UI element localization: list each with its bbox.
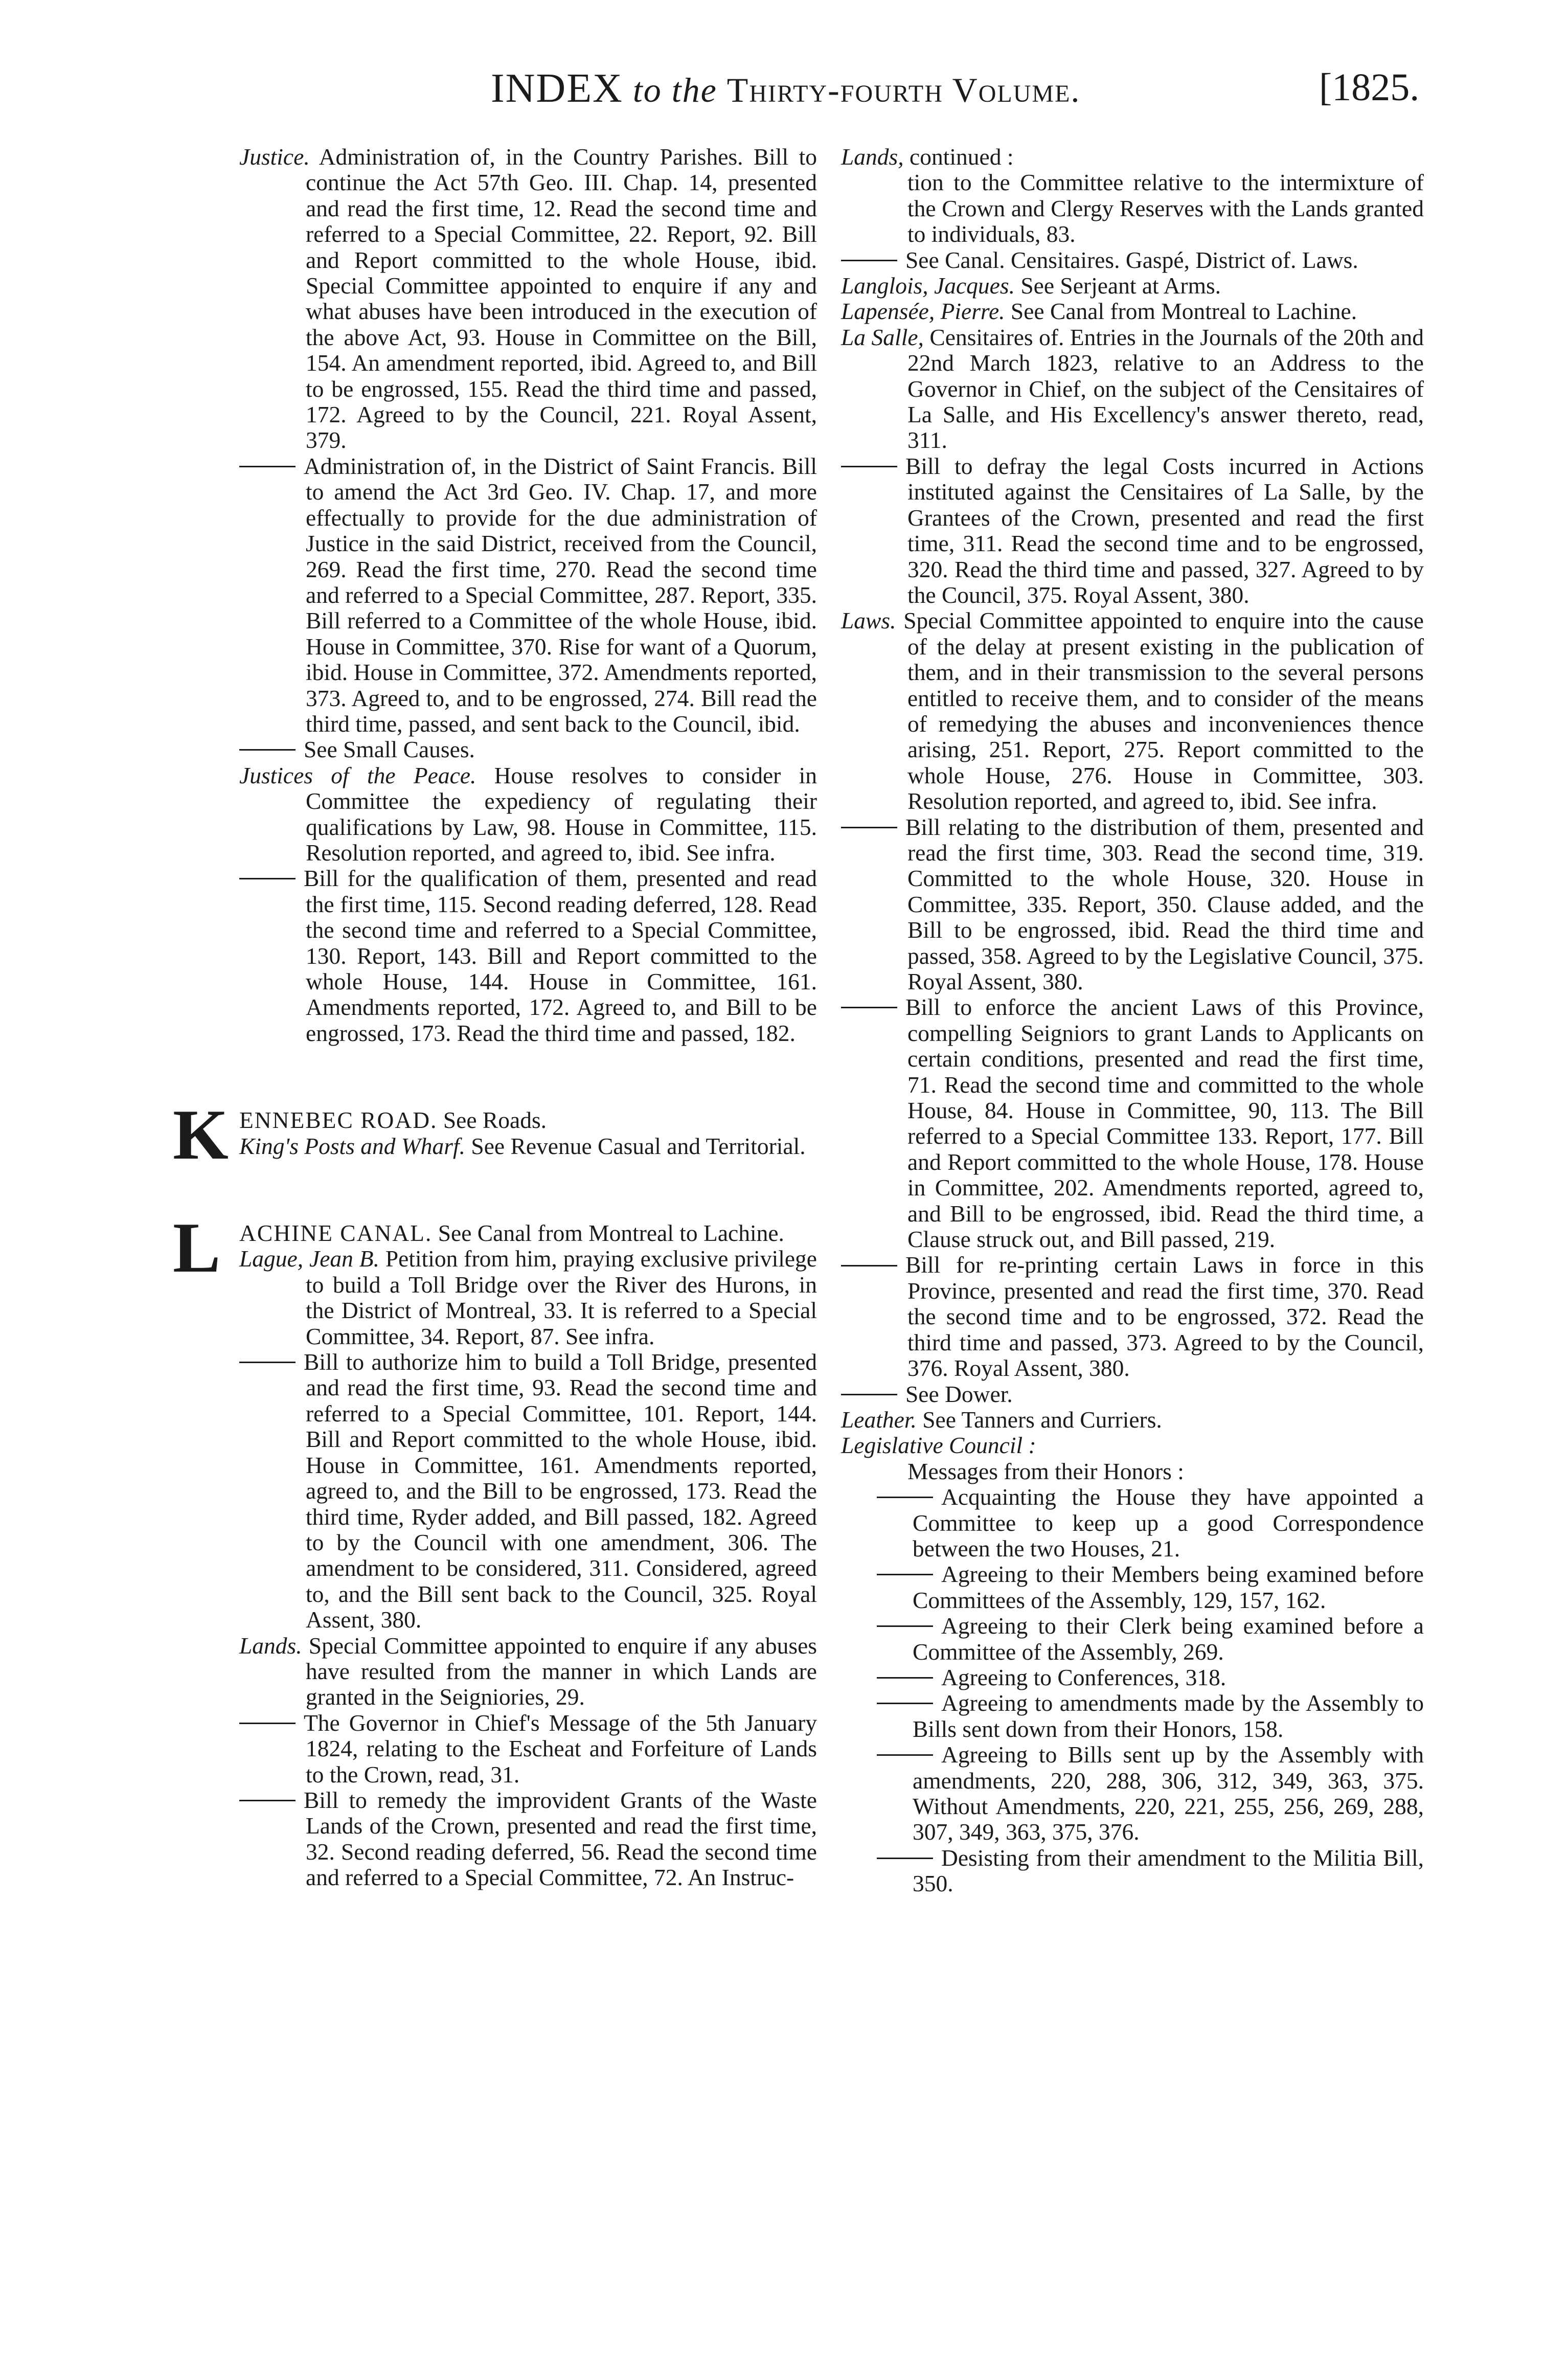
repeat-dash — [239, 1800, 296, 1801]
index-entry — [239, 737, 817, 762]
index-entry — [239, 144, 817, 454]
entry-text: continued : — [903, 144, 1014, 170]
index-entry — [239, 866, 817, 1046]
entry-text: See Serjeant at Arms. — [1014, 273, 1221, 299]
entry-text: See Canal. Censitaires. Gaspé, District of. Laws. — [905, 246, 1358, 273]
index-entry — [841, 1252, 1424, 1381]
entry-headword: Lapensée, Pierre. — [841, 298, 1005, 325]
page-header — [0, 65, 1568, 132]
index-entry — [841, 1742, 1424, 1845]
entry-text: Administration of, in the District of Saint Francis. Bill to amend the Act 3rd Geo. IV. Chap. 17, and more effectually to provide for the due administration of Justice in the said District, received from the Council, 269. Read the first time, 270. Read the second time and referred to a Special Committee, 287. Report, 335. Bill referred to a Committee of the whole House, ibid. House in Committee, 370. Rise for want of a Quorum, ibid. House in Committee, 372. Amendments reported, 373. Agreed to, and to be engrossed, 274. Bill read the third time, passed, and sent back to the Council, ibid. — [304, 452, 817, 737]
index-entry — [841, 454, 1424, 608]
index-entry — [841, 1845, 1424, 1897]
repeat-dash — [877, 1497, 933, 1498]
entry-text: Acquainting the House they have appointed a Committee to keep up a good Correspondence between the two Houses, 21. — [913, 1484, 1424, 1562]
index-entry — [239, 1633, 817, 1710]
index-entry — [841, 299, 1424, 324]
entry-headword: Lague, Jean B. — [239, 1246, 379, 1272]
entry-headword: Lands. — [239, 1632, 302, 1659]
entry-text: Agreeing to Conferences, 318. — [941, 1664, 1226, 1690]
index-entry — [841, 247, 1424, 273]
entry-text: Bill to authorize him to build a Toll Bridge, presented and read the first time, 93. Read the second time and referred to a Special Committee, 101. Report, 144. Bill and Report committed to the whole House, ibid. House in Committee, 161. Amendments reported, agreed to, and the Bill to be engrossed, 173. Read the third time, Ryder added, and Bill passed, 182. Agreed to by the Council with one amendment, 306. The amendment to be considered, 311. Considered, agreed to, and the Bill sent back to the Council, 325. Royal Assent, 380. — [304, 1349, 817, 1633]
entry-text: Agreeing to Bills sent up by the Assembly with amendments, 220, 288, 306, 312, 349, 363, 375. Without Amendments, 220, 221, 255, 256, 269, 288, 307, 349, 363, 375, 376. — [913, 1741, 1424, 1845]
repeat-dash — [877, 1677, 933, 1679]
repeat-dash — [239, 878, 296, 879]
index-entry — [239, 1788, 817, 1891]
repeat-dash — [877, 1703, 933, 1704]
index-entry — [239, 454, 817, 737]
index-entry — [841, 1690, 1424, 1742]
index-entry — [841, 1433, 1424, 1458]
repeat-dash — [841, 1265, 897, 1266]
index-entry — [239, 1134, 817, 1159]
entry-headword: Lands, — [841, 144, 904, 170]
index-entry — [239, 763, 817, 866]
entry-headword: Justice. — [239, 144, 310, 170]
entry-text: Agreeing to their Members being examined before Committees of the Assembly, 129, 157, 162. — [913, 1561, 1424, 1613]
entry-text: See Canal from Montreal to Lachine. — [432, 1220, 784, 1247]
section-heading: ACHINE CANAL. — [239, 1220, 433, 1247]
repeat-dash — [877, 1858, 933, 1859]
repeat-dash — [877, 1574, 933, 1575]
repeat-dash — [239, 1362, 296, 1363]
entry-text: Censitaires of. Entries in the Journals of the 20th and 22nd March 1823, relative to an Address to the Governor in Chief, on the subject of the Censitaires of La Salle, and His Excellency's answer thereto, read, 311. — [907, 324, 1424, 454]
title-to-the: to the — [632, 71, 717, 109]
index-entry — [841, 144, 1424, 170]
index-entry — [841, 1407, 1424, 1433]
page-title — [491, 65, 1080, 112]
index-entry — [239, 1349, 817, 1633]
entry-text: The Governor in Chief's Message of the 5th January 1824, relating to the Escheat and Forfeiture of Lands to the Crown, read, 31. — [304, 1709, 817, 1788]
repeat-dash — [877, 1625, 933, 1627]
entry-text: Administration of, in the Country Parishes. Bill to continue the Act 57th Geo. III. Chap. 14, presented and read the first time, 12. Read the second time and referred to a Special Committee, 22. Report, 92. Bill and Report committed to the whole House, ibid. Special Committee appointed to enquire if any and what abuses have been introduced in the execution of the above Act, 93. House in Committee on the Bill, 154. An amendment reported, ibid. Agreed to, and Bill to be engrossed, 155. Read the third time and passed, 172. Agreed to by the Council, 221. Royal Assent, 379. — [306, 144, 817, 454]
index-entry — [841, 608, 1424, 814]
repeat-dash — [239, 466, 296, 467]
entry-headword: Langlois, Jacques. — [841, 273, 1015, 299]
section-heading: ENNEBEC ROAD. — [239, 1107, 438, 1134]
left-column — [173, 144, 817, 1891]
entry-text: Bill to enforce the ancient Laws of this Province, compelling Seigniors to grant Lands to Applicants on certain conditions, presented and read the first time, 71. Read the second time and committed to the whole House, 84. House in Committee, 90, 113. The Bill referred to a Special Committee 133. Report, 177. Bill and Report committed to the whole House, 178. House in Committee, 202. Amendments reported, agreed to, and Bill to be engrossed, ibid. Read the third time, a Clause struck out, and Bill passed, 219. — [905, 994, 1424, 1253]
entry-text: Bill for the qualification of them, presented and read the first time, 115. Second reading deferred, 128. Read the second time and referred to a Special Committee, 130. Report, 143. Bill and Report committed to the whole House, 144. House in Committee, 161. Amendments reported, 172. Agreed to, and Bill to be engrossed, 173. Read the third time and passed, 182. — [304, 865, 817, 1046]
entry-headword: Laws. — [841, 607, 896, 634]
index-entry: LACHINE CANAL. See Canal from Montreal to Lachine. — [173, 1208, 784, 1288]
index-entry: KENNEBEC ROAD. See Roads. — [173, 1095, 547, 1175]
index-entry — [841, 1382, 1424, 1407]
entry-text: Special Committee appointed to enquire into the cause of the delay at present existing in the publication of them, and in their transmission to the several persons entitled to receive them, and to consider of the means of remedying the abuses and inconveniences thence arising, 251. Report, 275. Report committed to the whole House, 276. House in Committee, 303. Resolution reported, and agreed to, ibid. See infra. — [896, 607, 1424, 814]
index-entry — [841, 814, 1424, 995]
repeat-dash — [239, 749, 296, 751]
entry-text: See Tanners and Curriers. — [916, 1406, 1162, 1433]
repeat-dash — [841, 827, 897, 828]
entry-text: Desisting from their amendment to the Militia Bill, 350. — [913, 1844, 1424, 1897]
entry-text: Petition from him, praying exclusive privilege to build a Toll Bridge over the River des Hurons, in the District of Montreal, 33. It is referred to a Special Committee, 34. Report, 87. See infra. — [306, 1246, 817, 1349]
entry-text: Bill for re-printing certain Laws in force in this Province, presented and read the first time, 370. Read the second time and to be engrossed, 372. Read the third time and passed, 373. Agreed to by the Council, 376. Royal Assent, 380. — [905, 1252, 1424, 1382]
index-entry — [841, 1562, 1424, 1613]
entry-text: Bill to remedy the improvident Grants of the Waste Lands of the Crown, presented and read the first time, 32. Second reading deferred, 56. Read the second time and referred to a Special Committee, 72. An Instruc- — [304, 1786, 817, 1891]
index-entry — [841, 1484, 1424, 1562]
index-entry — [841, 273, 1424, 299]
entry-text: See Revenue Casual and Territorial. — [465, 1133, 806, 1159]
repeat-dash — [877, 1754, 933, 1756]
entry-text: Agreeing to amendments made by the Assembly to Bills sent down from their Honors, 158. — [913, 1690, 1424, 1742]
entry-text: House resolves to consider in Committee the expediency of regulating their qualifications by Law, 98. House in Committee, 115. Resolution reported, and agreed to, ibid. See infra. — [306, 762, 817, 866]
title-volume: Thirty-fourth Volume. — [726, 71, 1081, 109]
entry-headword: Leather. — [841, 1406, 917, 1433]
index-entry — [841, 1459, 1424, 1484]
entry-text: See Roads. — [437, 1107, 547, 1134]
page-year: [1825. — [1319, 66, 1420, 109]
repeat-dash — [239, 1723, 296, 1724]
index-entry — [239, 1246, 817, 1349]
index-entry — [239, 1710, 817, 1788]
entry-text: See Dower. — [905, 1381, 1013, 1407]
index-entry — [841, 1665, 1424, 1690]
entry-headword: Legislative Council : — [841, 1432, 1036, 1459]
right-column — [841, 144, 1424, 1897]
entry-text: Agreeing to their Clerk being examined before a Committee of the Assembly, 269. — [913, 1613, 1424, 1665]
entry-headword: Justices of the Peace. — [239, 762, 476, 788]
entry-text: tion to the Committee relative to the intermixture of the Crown and Clergy Reserves with the Lands granted to individuals, 83. — [907, 169, 1424, 247]
repeat-dash — [841, 260, 897, 261]
index-entry — [841, 170, 1424, 247]
index-entry — [841, 325, 1424, 454]
entry-text: Bill to defray the legal Costs incurred in Actions instituted against the Censitaires of La Salle, by the Grantees of the Crown, presented and read the first time, 311. Read the second time and to be engrossed, 320. Read the third time and passed, 327. Agreed to by the Council, 375. Royal Assent, 380. — [905, 452, 1424, 608]
section-gap — [239, 1046, 817, 1107]
entry-text: Bill relating to the distribution of them, presented and read the first time, 303. Read the second time, 319. Committed to the whole House, 320. House in Committee, 335. Report, 350. Clause added, and the Bill to be engrossed, ibid. Read the third time and passed, 358. Agreed to by the Legislative Council, 375. Royal Assent, 380. — [905, 813, 1424, 994]
repeat-dash — [841, 1007, 897, 1008]
title-index: INDEX — [491, 66, 623, 111]
index-entry — [841, 1613, 1424, 1665]
entry-text: Messages from their Honors : — [907, 1458, 1184, 1484]
entry-text: See Small Causes. — [304, 736, 475, 763]
entry-headword: King's Posts and Wharf. — [239, 1133, 466, 1159]
entry-headword: La Salle, — [841, 324, 924, 350]
index-entry — [841, 994, 1424, 1252]
repeat-dash — [841, 466, 897, 467]
entry-text: Special Committee appointed to enquire if any abuses have resulted from the manner in which Lands are granted in the Seigniories, 29. — [302, 1632, 817, 1710]
section-gap — [239, 1159, 817, 1220]
repeat-dash — [841, 1394, 897, 1395]
entry-text: See Canal from Montreal to Lachine. — [1005, 298, 1357, 325]
